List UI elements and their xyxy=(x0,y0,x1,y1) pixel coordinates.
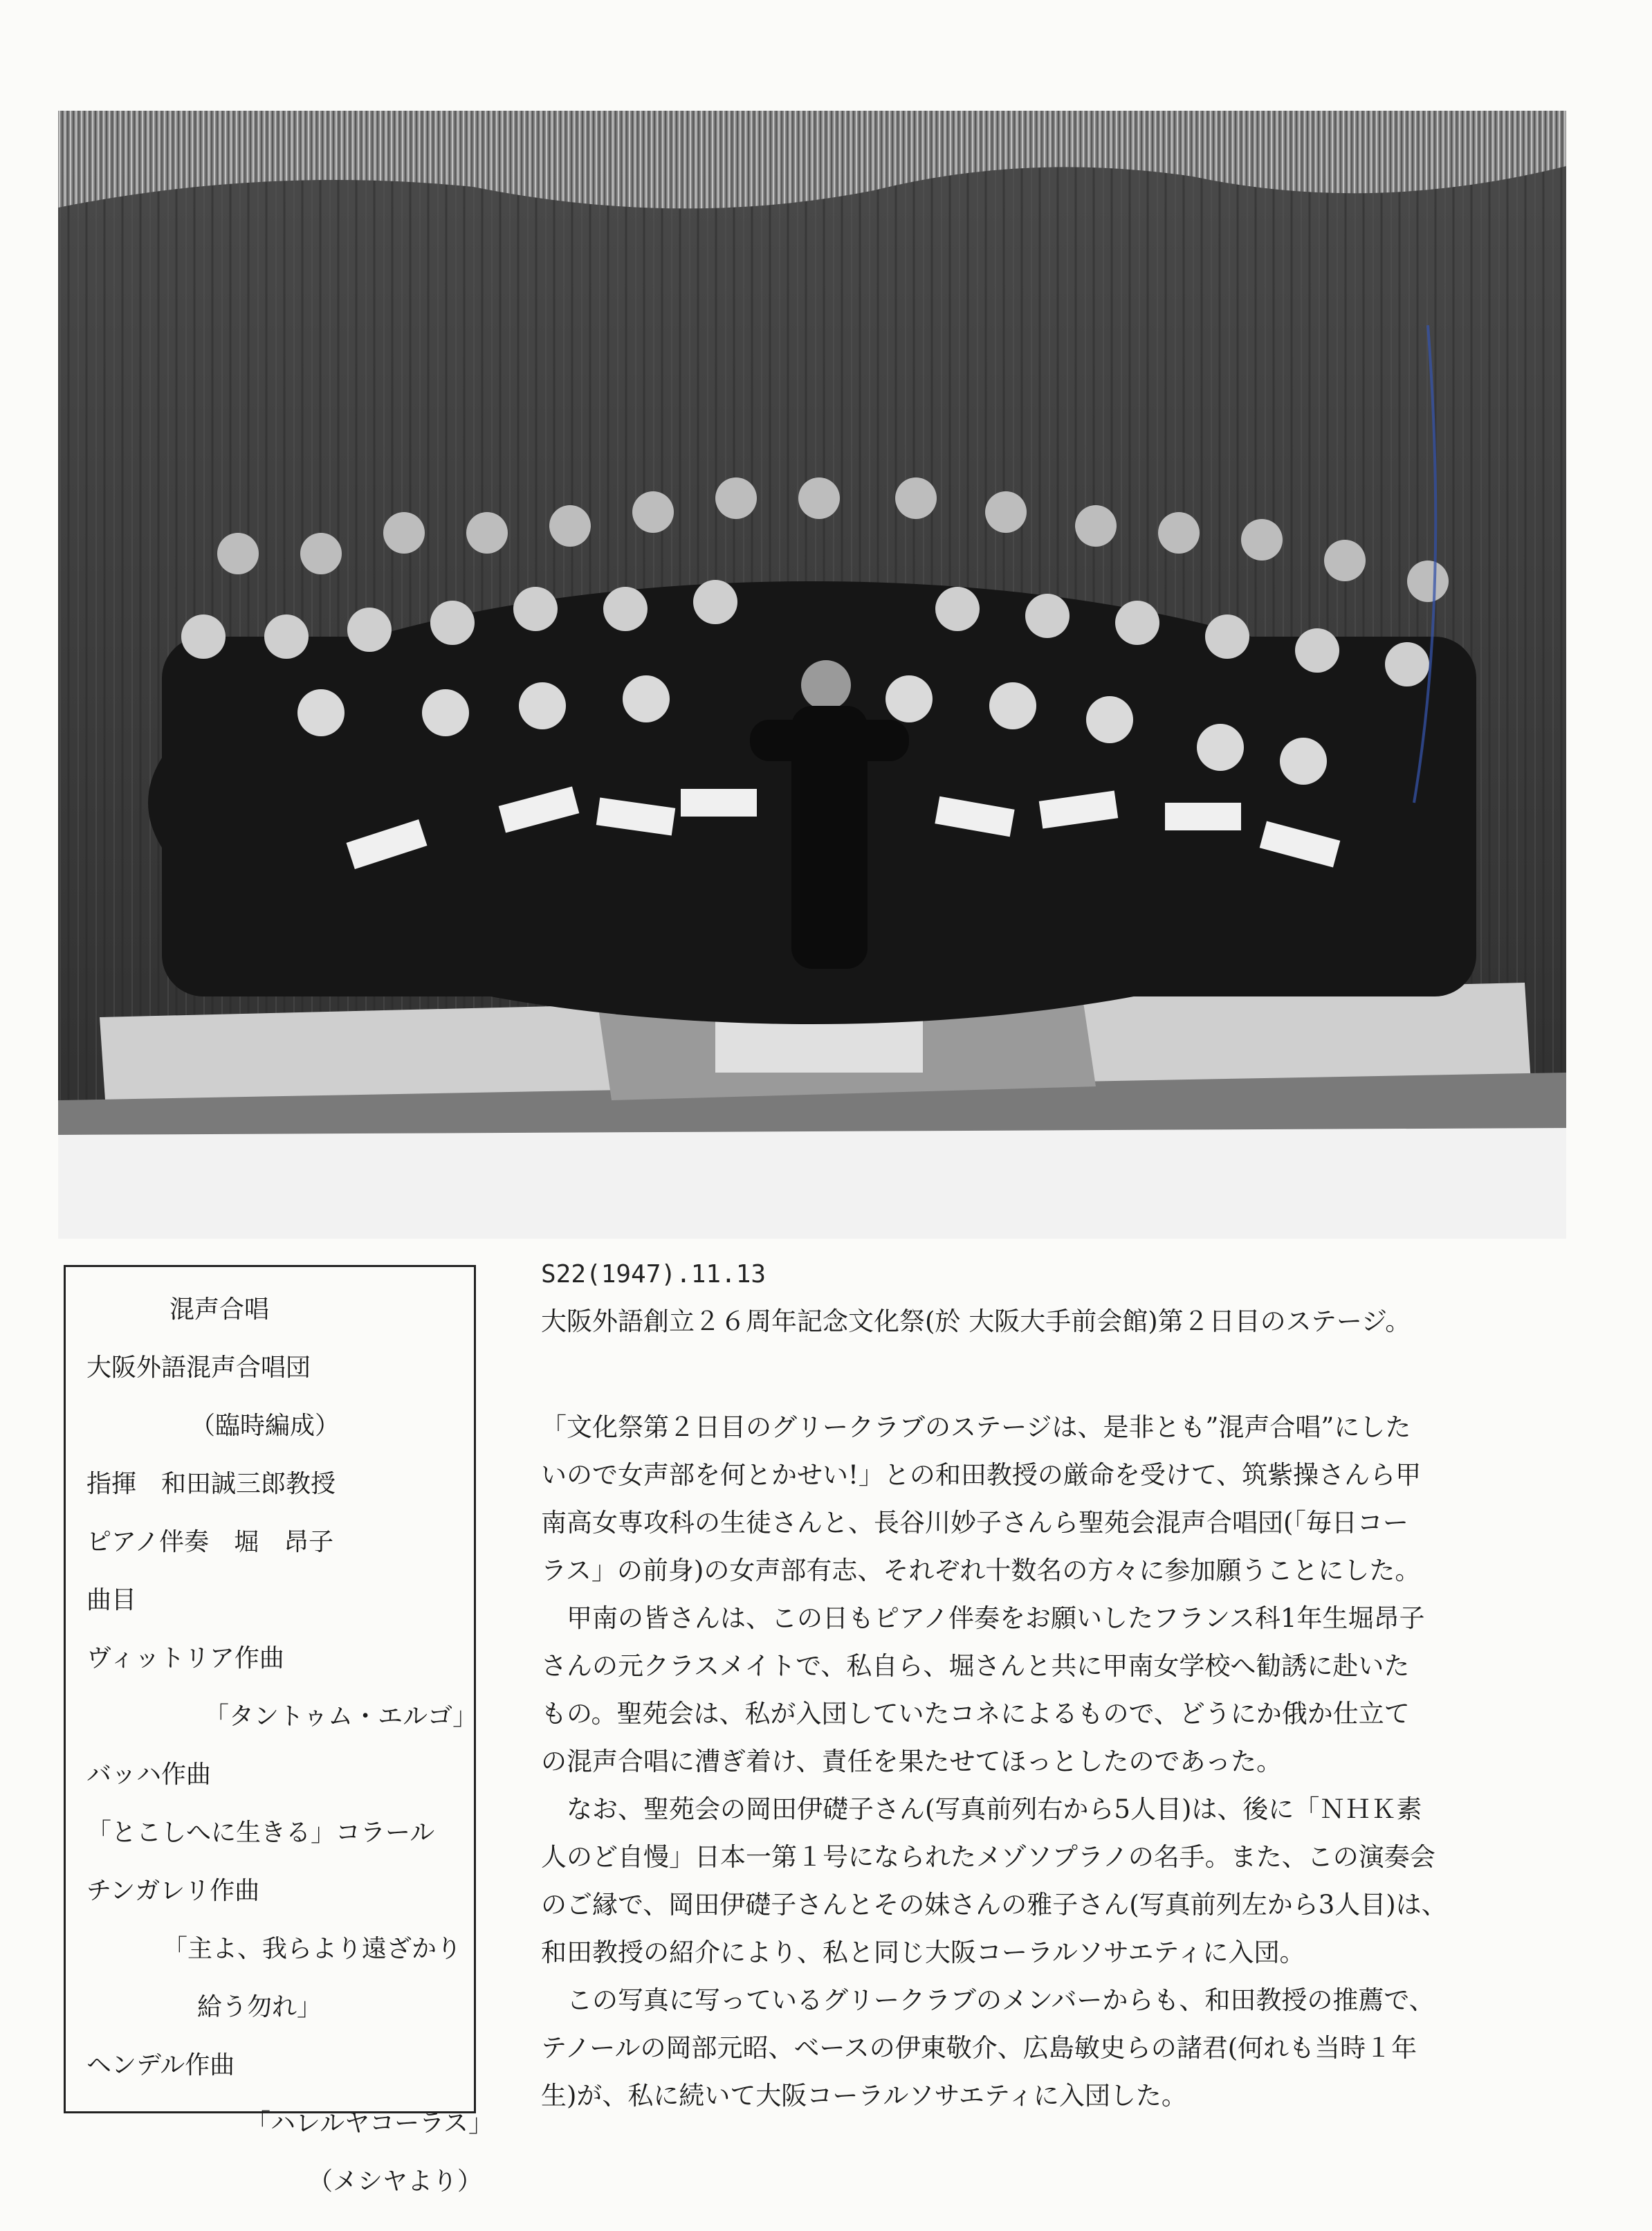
program-composer: ヴィットリア作曲 xyxy=(86,1644,284,1673)
program-piece-source: （メシヤより） xyxy=(308,2167,483,2196)
program-piece: 「主よ、我らより遠ざかり xyxy=(163,1935,462,1963)
body-text xyxy=(541,1403,1551,2185)
caption-date: S22(1947).11.13 xyxy=(541,1260,767,1288)
body-line: なお、聖苑会の岡田伊礎子さん(写真前列右から5人目)は、後に「ＮＨＫ素 xyxy=(541,1794,1422,1824)
program-pianist: ピアノ伴奏 堀 昂子 xyxy=(86,1528,334,1556)
program-formation: （臨時編成） xyxy=(190,1412,340,1440)
body-line: ラス」の前身)の女声部有志、それぞれ十数名の方々に参加願うことにした。 xyxy=(541,1556,1421,1585)
body-line: 「文化祭第２日目のグリークラブのステージは、是非とも”混声合唱”にした xyxy=(541,1412,1411,1442)
caption-title: 大阪外語創立２６周年記念文化祭(於 大阪大手前会館)第２日目のステージ。 xyxy=(541,1306,1411,1336)
body-line: もの。聖苑会は、私が入団していたコネによるもので、どうにか俄か仕立て xyxy=(541,1699,1410,1729)
body-line: 甲南の皆さんは、この日もピアノ伴奏をお願いしたフランス科1年生堀昂子 xyxy=(541,1603,1425,1633)
program-composer: チンガレリ作曲 xyxy=(86,1877,260,1905)
program-piece: 「ハレルヤコーラス」 xyxy=(246,2109,494,2138)
body-line: のご縁で、岡田伊礎子さんとその妹さんの雅子さん(写真前列左から3人目)は、 xyxy=(541,1890,1447,1920)
body-line: 南高女専攻科の生徒さんと、長谷川妙子さんら聖苑会混声合唱団(「毎日コー xyxy=(541,1508,1408,1538)
program-genre: 混声合唱 xyxy=(169,1295,270,1324)
body-line: テノールの岡部元昭、ベースの伊東敬介、広島敏史らの諸君(何れも当時１年 xyxy=(541,2033,1417,2063)
program-piece: 「とこしへに生きる」コラール xyxy=(86,1819,435,1847)
body-line: さんの元クラスメイトで、私自ら、堀さんと共に甲南女学校へ勧誘に赴いた xyxy=(541,1651,1410,1681)
program-piece-continued: 給う勿れ」 xyxy=(197,1993,322,2021)
choir-photo-illustration xyxy=(58,111,1566,1239)
program-repertoire-heading: 曲目 xyxy=(86,1586,137,1614)
body-line: この写真に写っているグリークラブのメンバーからも、和田教授の推薦で、 xyxy=(541,1985,1435,2015)
program-box xyxy=(64,1265,494,2196)
program-piece: 「タントゥム・エルゴ」 xyxy=(204,1702,478,1731)
program-conductor: 指揮 和田誠三郎教授 xyxy=(86,1470,336,1498)
choir-stage-photo xyxy=(58,111,1566,1239)
program-composer: バッハ作曲 xyxy=(86,1760,212,1789)
body-line: 和田教授の紹介により、私と同じ大阪コーラルソサエティに入団。 xyxy=(541,1938,1305,1967)
program-choir-name: 大阪外語混声合唱団 xyxy=(86,1354,311,1382)
body-line: の混声合唱に漕ぎ着け、責任を果たせてほっとしたのであった。 xyxy=(541,1747,1283,1776)
program-composer: ヘンデル作曲 xyxy=(86,2051,235,2079)
body-line: いので女声部を何とかせい!」との和田教授の厳命を受けて、筑紫操さんら甲 xyxy=(541,1460,1422,1490)
body-line: 生)が、私に続いて大阪コーラルソサエティに入団した。 xyxy=(541,2081,1187,2111)
body-line: 人のど自慢」日本一第１号になられたメゾソプラノの名手。また、この演奏会 xyxy=(541,1842,1435,1872)
